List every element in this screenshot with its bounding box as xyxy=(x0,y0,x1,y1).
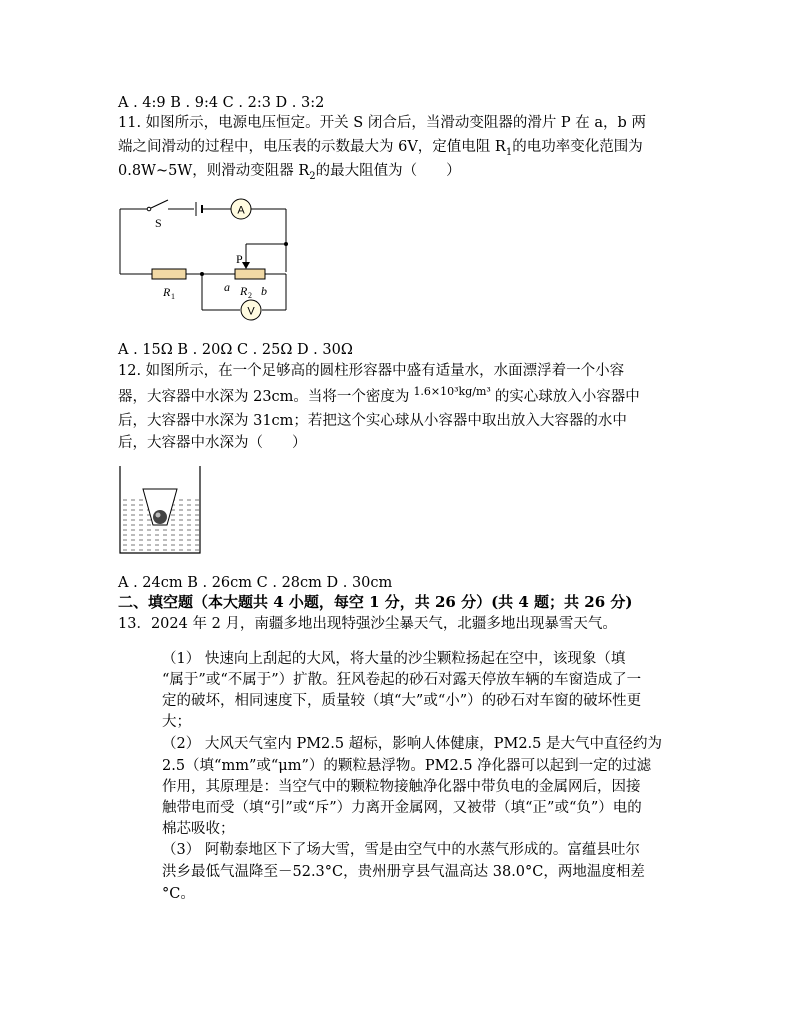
q13-line-11: 洪乡最低气温降至－52.3°C，贵州册亨县气温高达 38.0°C，两地温度相差 xyxy=(162,864,645,880)
q13-line-6: 2.5（填“mm”或“μm”）的颗粒悬浮物。PM2.5 净化器可以起到一定的过滤 xyxy=(162,758,652,774)
q11-line-2b: 的电功率变化范围为 xyxy=(512,139,643,155)
q11-options: A . 15Ω B . 20Ω C . 25Ω D . 30Ω xyxy=(118,342,353,358)
slider-arrow-icon xyxy=(242,262,250,269)
q13-line-3: 定的破坏，相同速度下，质量较（填“大”或“小”）的砂石对车窗的破坏性更 xyxy=(162,693,642,709)
q13-line-7: 作用，其原理是：当空气中的颗粒物接触净化器中带负电的金属网后，因接 xyxy=(162,779,641,795)
q13-line-8: 触带电而受（填“引”或“斥”）力离开金属网，又被带（填“正”或“负”）电的 xyxy=(162,800,642,816)
label-b: b xyxy=(261,284,267,298)
q12-line-2a: 器，大容器中水深为 23cm。当将一个密度为 xyxy=(118,389,410,405)
q12-options: A . 24cm B . 26cm C . 28cm D . 30cm xyxy=(118,575,393,591)
label-r2-sub: 2 xyxy=(248,291,252,300)
q11-line-3b: 的最大阻值为（ ） xyxy=(315,163,461,179)
q13-line-12: °C。 xyxy=(162,886,195,902)
voltmeter-icon xyxy=(241,300,261,320)
rheostat-r2-icon xyxy=(235,269,265,279)
q13-line-9: 棉芯吸收； xyxy=(162,821,235,837)
resistor-r1-icon xyxy=(152,269,186,279)
circuit-diagram xyxy=(110,192,300,327)
q13-line-1: （1） 快速向上刮起的大风，将大量的沙尘颗粒扬起在空中，该现象（填 xyxy=(162,651,626,667)
q12-line-2 xyxy=(118,387,640,408)
q13-line-4: 大； xyxy=(162,714,191,730)
q10-options: A . 4:9 B . 9:4 C . 2:3 D . 3:2 xyxy=(118,95,325,111)
q13-line-10: （3） 阿勒泰地区下了场大雪，雪是由空气中的水蒸气形成的。富蕴县吐尔 xyxy=(162,842,640,858)
label-r1: R xyxy=(163,285,171,299)
label-r1-sub: 1 xyxy=(171,292,175,301)
ammeter-icon xyxy=(231,199,251,219)
label-p: P xyxy=(236,252,243,266)
solid-ball-icon xyxy=(153,510,167,524)
q11-line-1: 11. 如图所示，电源电压恒定。开关 S 闭合后，当滑动变阻器的滑片 P 在 a，b 两 xyxy=(118,115,646,131)
q12-line-1: 12. 如图所示，在一个足够高的圆柱形容器中盛有适量水，水面漂浮着一个小容 xyxy=(118,363,625,379)
q13-line-5: （2） 大风天气室内 PM2.5 超标，影响人体健康，PM2.5 是大气中直径约为 xyxy=(162,736,662,752)
q12-line-3: 后，大容器中水深为 31cm；若把这个实心球从小容器中取出放入大容器的水中 xyxy=(118,413,627,429)
q11-line-2a: 端之间滑动的过程中，电压表的示数最大为 6V，定值电阻 R xyxy=(118,139,506,155)
label-a: a xyxy=(224,280,230,294)
ammeter-label: A xyxy=(237,204,245,217)
section-title: 二、填空题（本大题共 4 小题，每空 1 分，共 26 分）(共 4 题；共 26 分) xyxy=(118,593,633,611)
q11-line-3 xyxy=(118,161,461,187)
q12-line-2b: 的实心球放入小容器中 xyxy=(494,389,640,405)
label-s: S xyxy=(155,216,162,230)
label-r2: R xyxy=(240,284,248,298)
q13-line-2: “属于”或“不属于”）扩散。狂风卷起的砂石对露天停放车辆的车窗造成了一 xyxy=(162,672,642,688)
q12-density: 1.6×10³kg/m³ xyxy=(413,385,491,398)
voltmeter-label: V xyxy=(247,305,255,318)
q13-intro: 13．2024 年 2 月，南疆多地出现特强沙尘暴天气，北疆多地出现暴雪天气。 xyxy=(118,616,617,632)
q11-line-2 xyxy=(118,137,643,163)
q11-sub-2: 2 xyxy=(309,170,316,182)
q11-sub-1: 1 xyxy=(505,146,513,158)
q12-line-4: 后，大容器中水深为（ ） xyxy=(118,435,307,451)
container-diagram xyxy=(115,463,210,558)
q11-line-3a: 0.8W~5W，则滑动变阻器 R xyxy=(118,163,310,179)
